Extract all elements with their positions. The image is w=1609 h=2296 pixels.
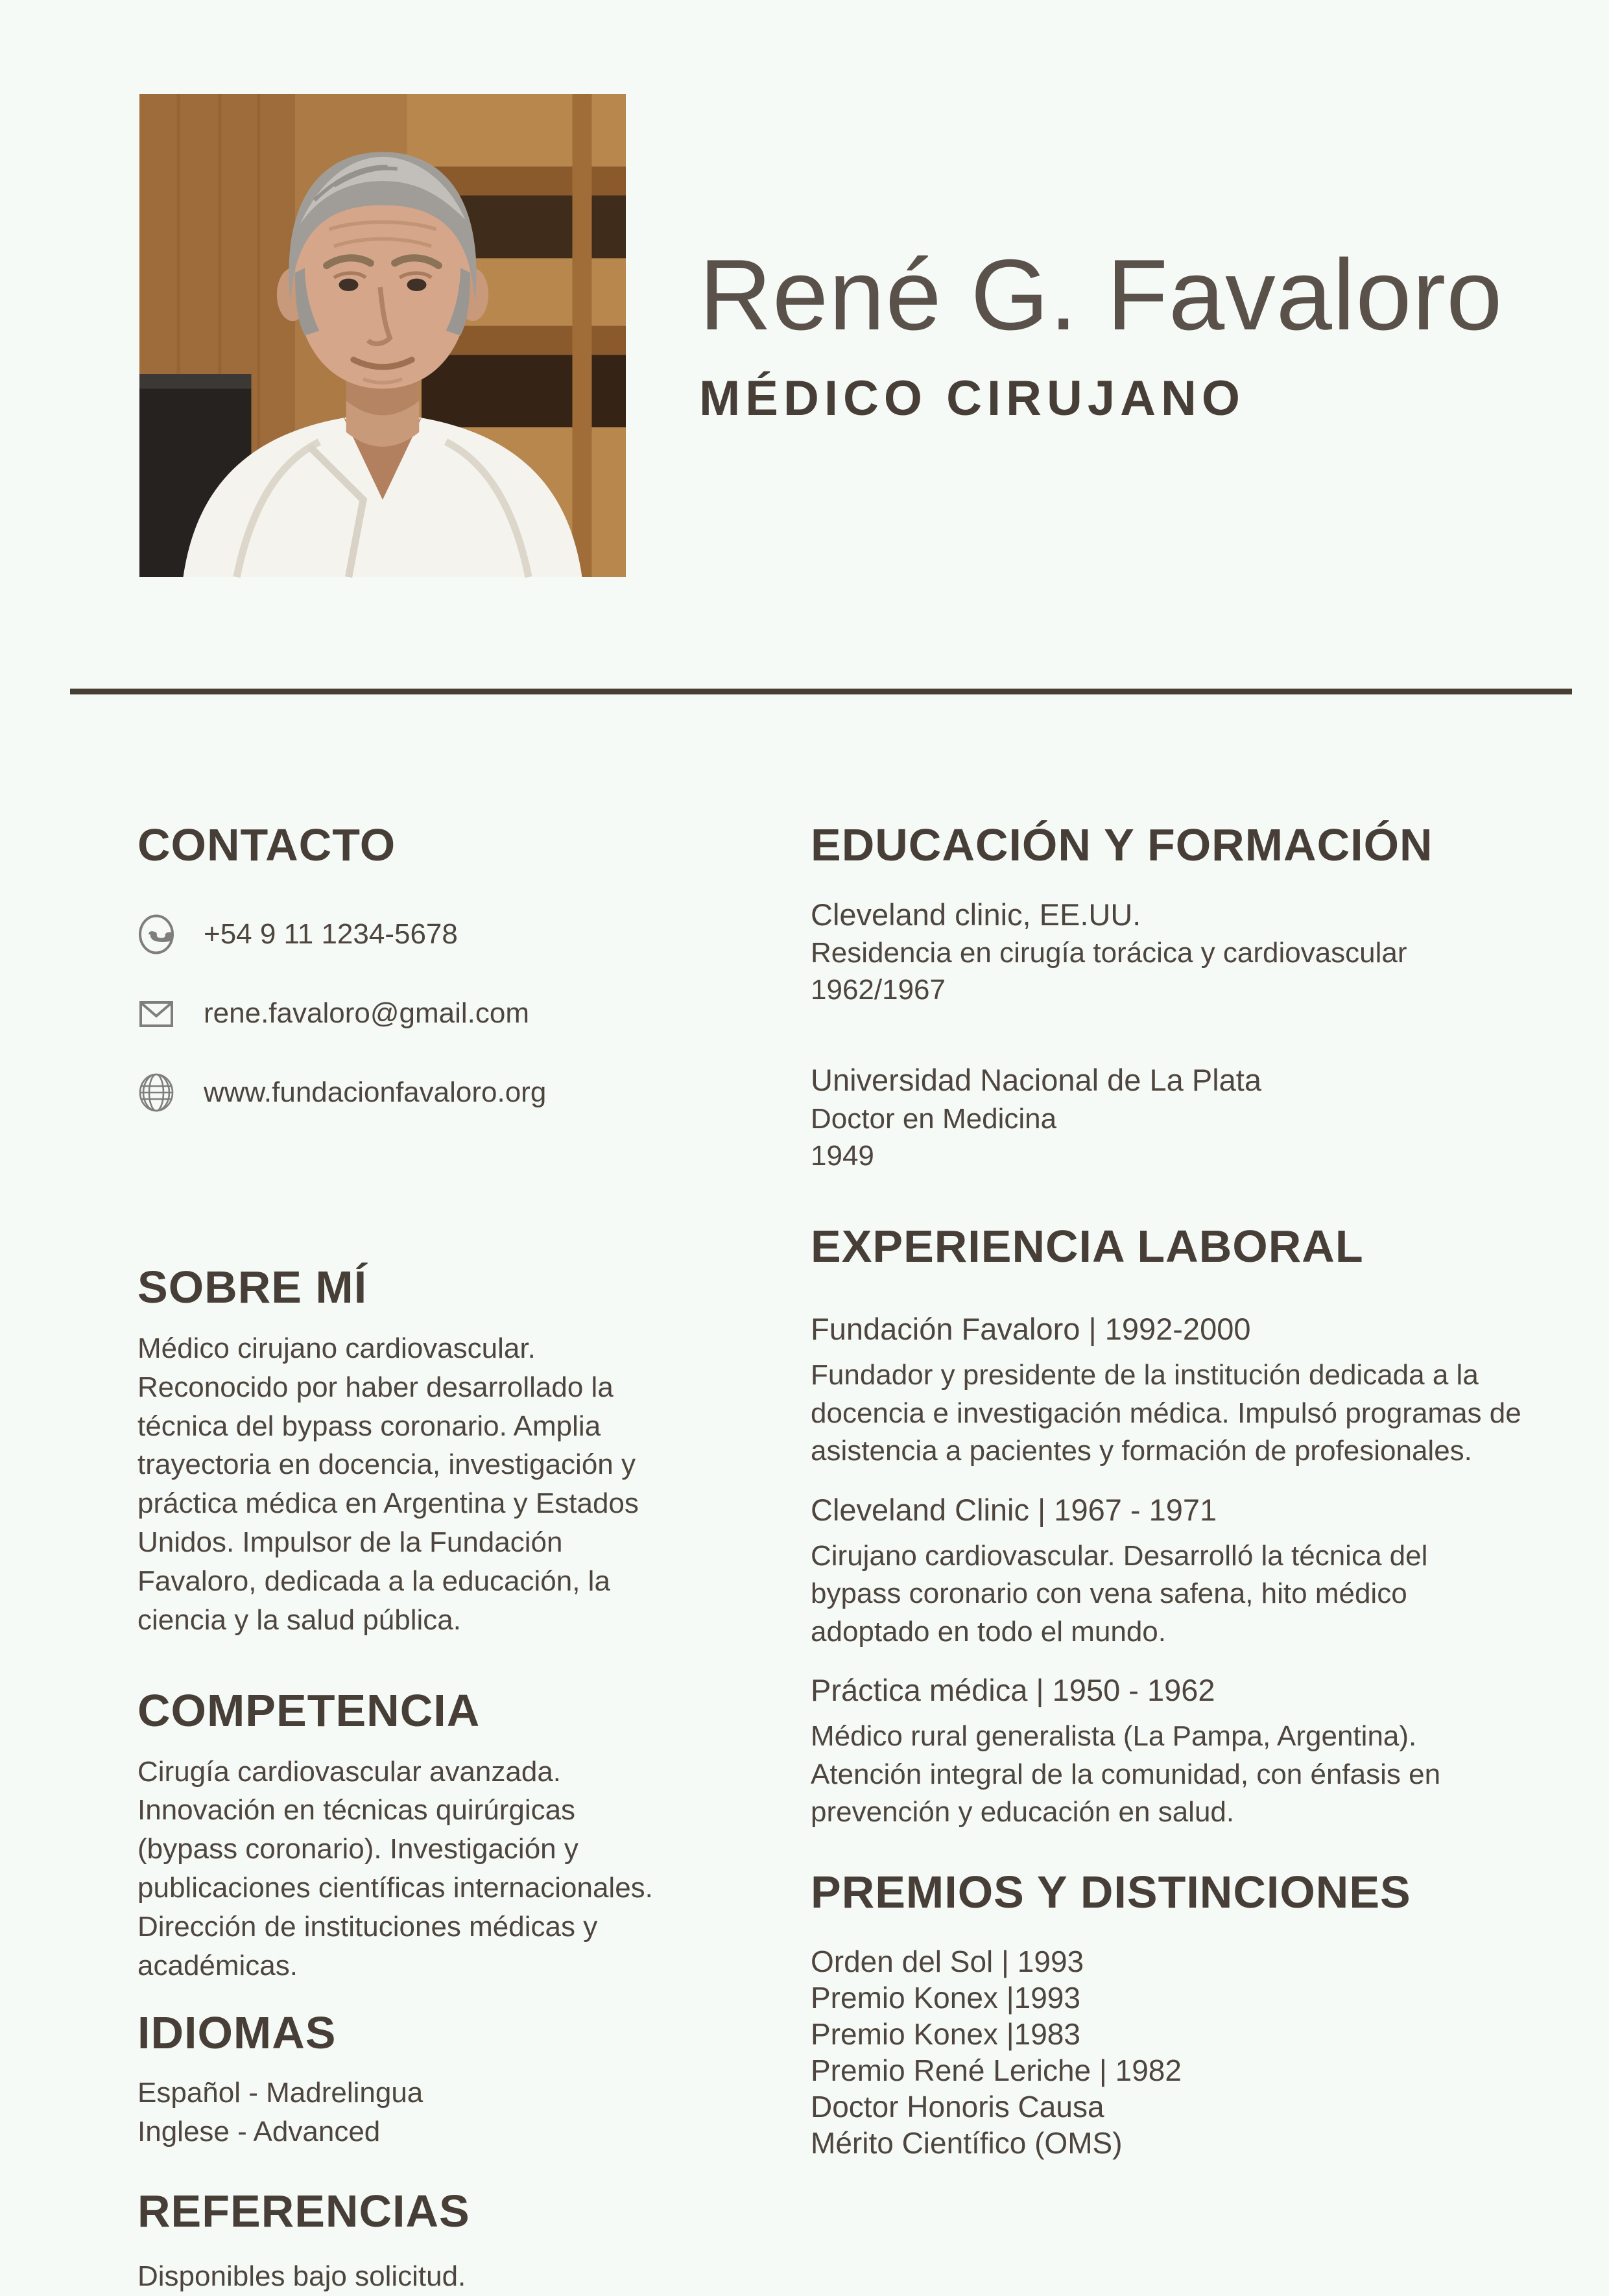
contact-row-website	[137, 1072, 676, 1113]
experience-description: Médico rural generalista (La Pampa, Argentina). Atención integral de la comunidad, con énfasis en prevención y educación en salud.	[811, 1720, 1441, 1829]
education-period: 1949	[811, 1139, 874, 1172]
award-item: Doctor Honoris Causa	[811, 2090, 1104, 2124]
education-detail: Doctor en Medicina	[811, 1102, 1057, 1135]
phone-number[interactable]: +54 9 11 1234-5678	[204, 918, 458, 950]
person-name: René G. Favaloro	[699, 239, 1503, 351]
education-entry	[811, 895, 1524, 1008]
name-block	[699, 239, 1568, 426]
experience-description: Cirujano cardiovascular. Desarrolló la técnica del bypass coronario con vena safena, hito médico adoptado en todo el mundo.	[811, 1539, 1428, 1648]
left-column	[137, 822, 676, 2296]
awards-heading: PREMIOS Y DISTINCIONES	[811, 1866, 1411, 1917]
experience-entry	[811, 1309, 1524, 1471]
section-experiencia	[811, 1220, 1524, 1832]
experience-entry	[811, 1490, 1524, 1651]
contact-row-email	[137, 993, 676, 1034]
language-item: Español - Madrelingua	[137, 2076, 423, 2109]
award-item: Premio Konex |1983	[811, 2017, 1080, 2052]
email-icon	[137, 993, 175, 1034]
award-item: Orden del Sol | 1993	[811, 1944, 1084, 1978]
education-entry	[811, 1060, 1524, 1174]
experience-heading: EXPERIENCIA LABORAL	[811, 1220, 1364, 1272]
contact-list	[137, 914, 676, 1113]
contact-heading: CONTACTO	[137, 820, 396, 870]
phone-icon	[137, 914, 175, 954]
award-item: Mérito Científico (OMS)	[811, 2126, 1123, 2160]
person-job-title: MÉDICO CIRUJANO	[699, 371, 1246, 426]
section-idiomas	[137, 2007, 676, 2152]
experience-role: Cleveland Clinic | 1967 - 1971	[811, 1492, 1217, 1527]
references-heading: REFERENCIAS	[137, 2186, 470, 2237]
award-item: Premio Konex |1993	[811, 1980, 1080, 2015]
profile-photo	[139, 94, 626, 577]
experience-entry	[811, 1670, 1524, 1832]
experience-role: Fundación Favaloro | 1992-2000	[811, 1311, 1251, 1346]
section-educacion	[811, 822, 1524, 1174]
email-address[interactable]: rene.favaloro@gmail.com	[204, 997, 529, 1029]
education-period: 1962/1967	[811, 974, 946, 1006]
languages-heading: IDIOMAS	[137, 2007, 337, 2058]
awards-list	[811, 1943, 1524, 2162]
competence-text: Cirugía cardiovascular avanzada. Innovación en técnicas quirúrgicas (bypass coronario). Investigación y publicaciones científicas internacionales. Dirección de instituciones médicas y académicas.	[137, 1755, 653, 1982]
portrait-illustration	[139, 94, 626, 577]
cv-body	[0, 822, 1609, 2296]
globe-icon	[137, 1072, 175, 1113]
language-item: Inglese - Advanced	[137, 2116, 381, 2148]
education-detail: Residencia en cirugía torácica y cardiovascular	[811, 937, 1407, 969]
section-contacto	[137, 822, 676, 1113]
award-item: Premio René Leriche | 1982	[811, 2053, 1182, 2088]
section-sobre-mi	[137, 1264, 676, 1640]
experience-description: Fundador y presidente de la institución dedicada a la docencia e investigación médica. Impulsó programas de asistencia a pacientes y formación de profesionales.	[811, 1359, 1521, 1467]
section-premios	[811, 1866, 1524, 2162]
contact-row-phone	[137, 914, 676, 954]
right-column	[811, 822, 1524, 2162]
education-heading: EDUCACIÓN Y FORMACIÓN	[811, 820, 1433, 870]
section-competencia	[137, 1685, 676, 1985]
references-text: Disponibles bajo solicitud.	[137, 2260, 466, 2293]
website-url[interactable]: www.fundacionfavaloro.org	[204, 1076, 547, 1108]
experience-role: Práctica médica | 1950 - 1962	[811, 1673, 1215, 1708]
competence-heading: COMPETENCIA	[137, 1685, 481, 1736]
header	[0, 0, 1609, 689]
about-heading: SOBRE MÍ	[137, 1262, 368, 1312]
education-institution: Universidad Nacional de La Plata	[811, 1063, 1261, 1098]
divider-line	[70, 689, 1572, 694]
about-text: Médico cirujano cardiovascular. Reconocido por haber desarrollado la técnica del bypass coronario. Amplia trayectoria en docencia, investigación y práctica médica en Argentina y Estados Unidos. Impulsor de la Fundación Favaloro, dedicada a la educación, la ciencia y la salud pública.	[137, 1332, 639, 1636]
section-referencias	[137, 2188, 676, 2296]
languages-list	[137, 2074, 676, 2152]
education-institution: Cleveland clinic, EE.UU.	[811, 897, 1141, 932]
